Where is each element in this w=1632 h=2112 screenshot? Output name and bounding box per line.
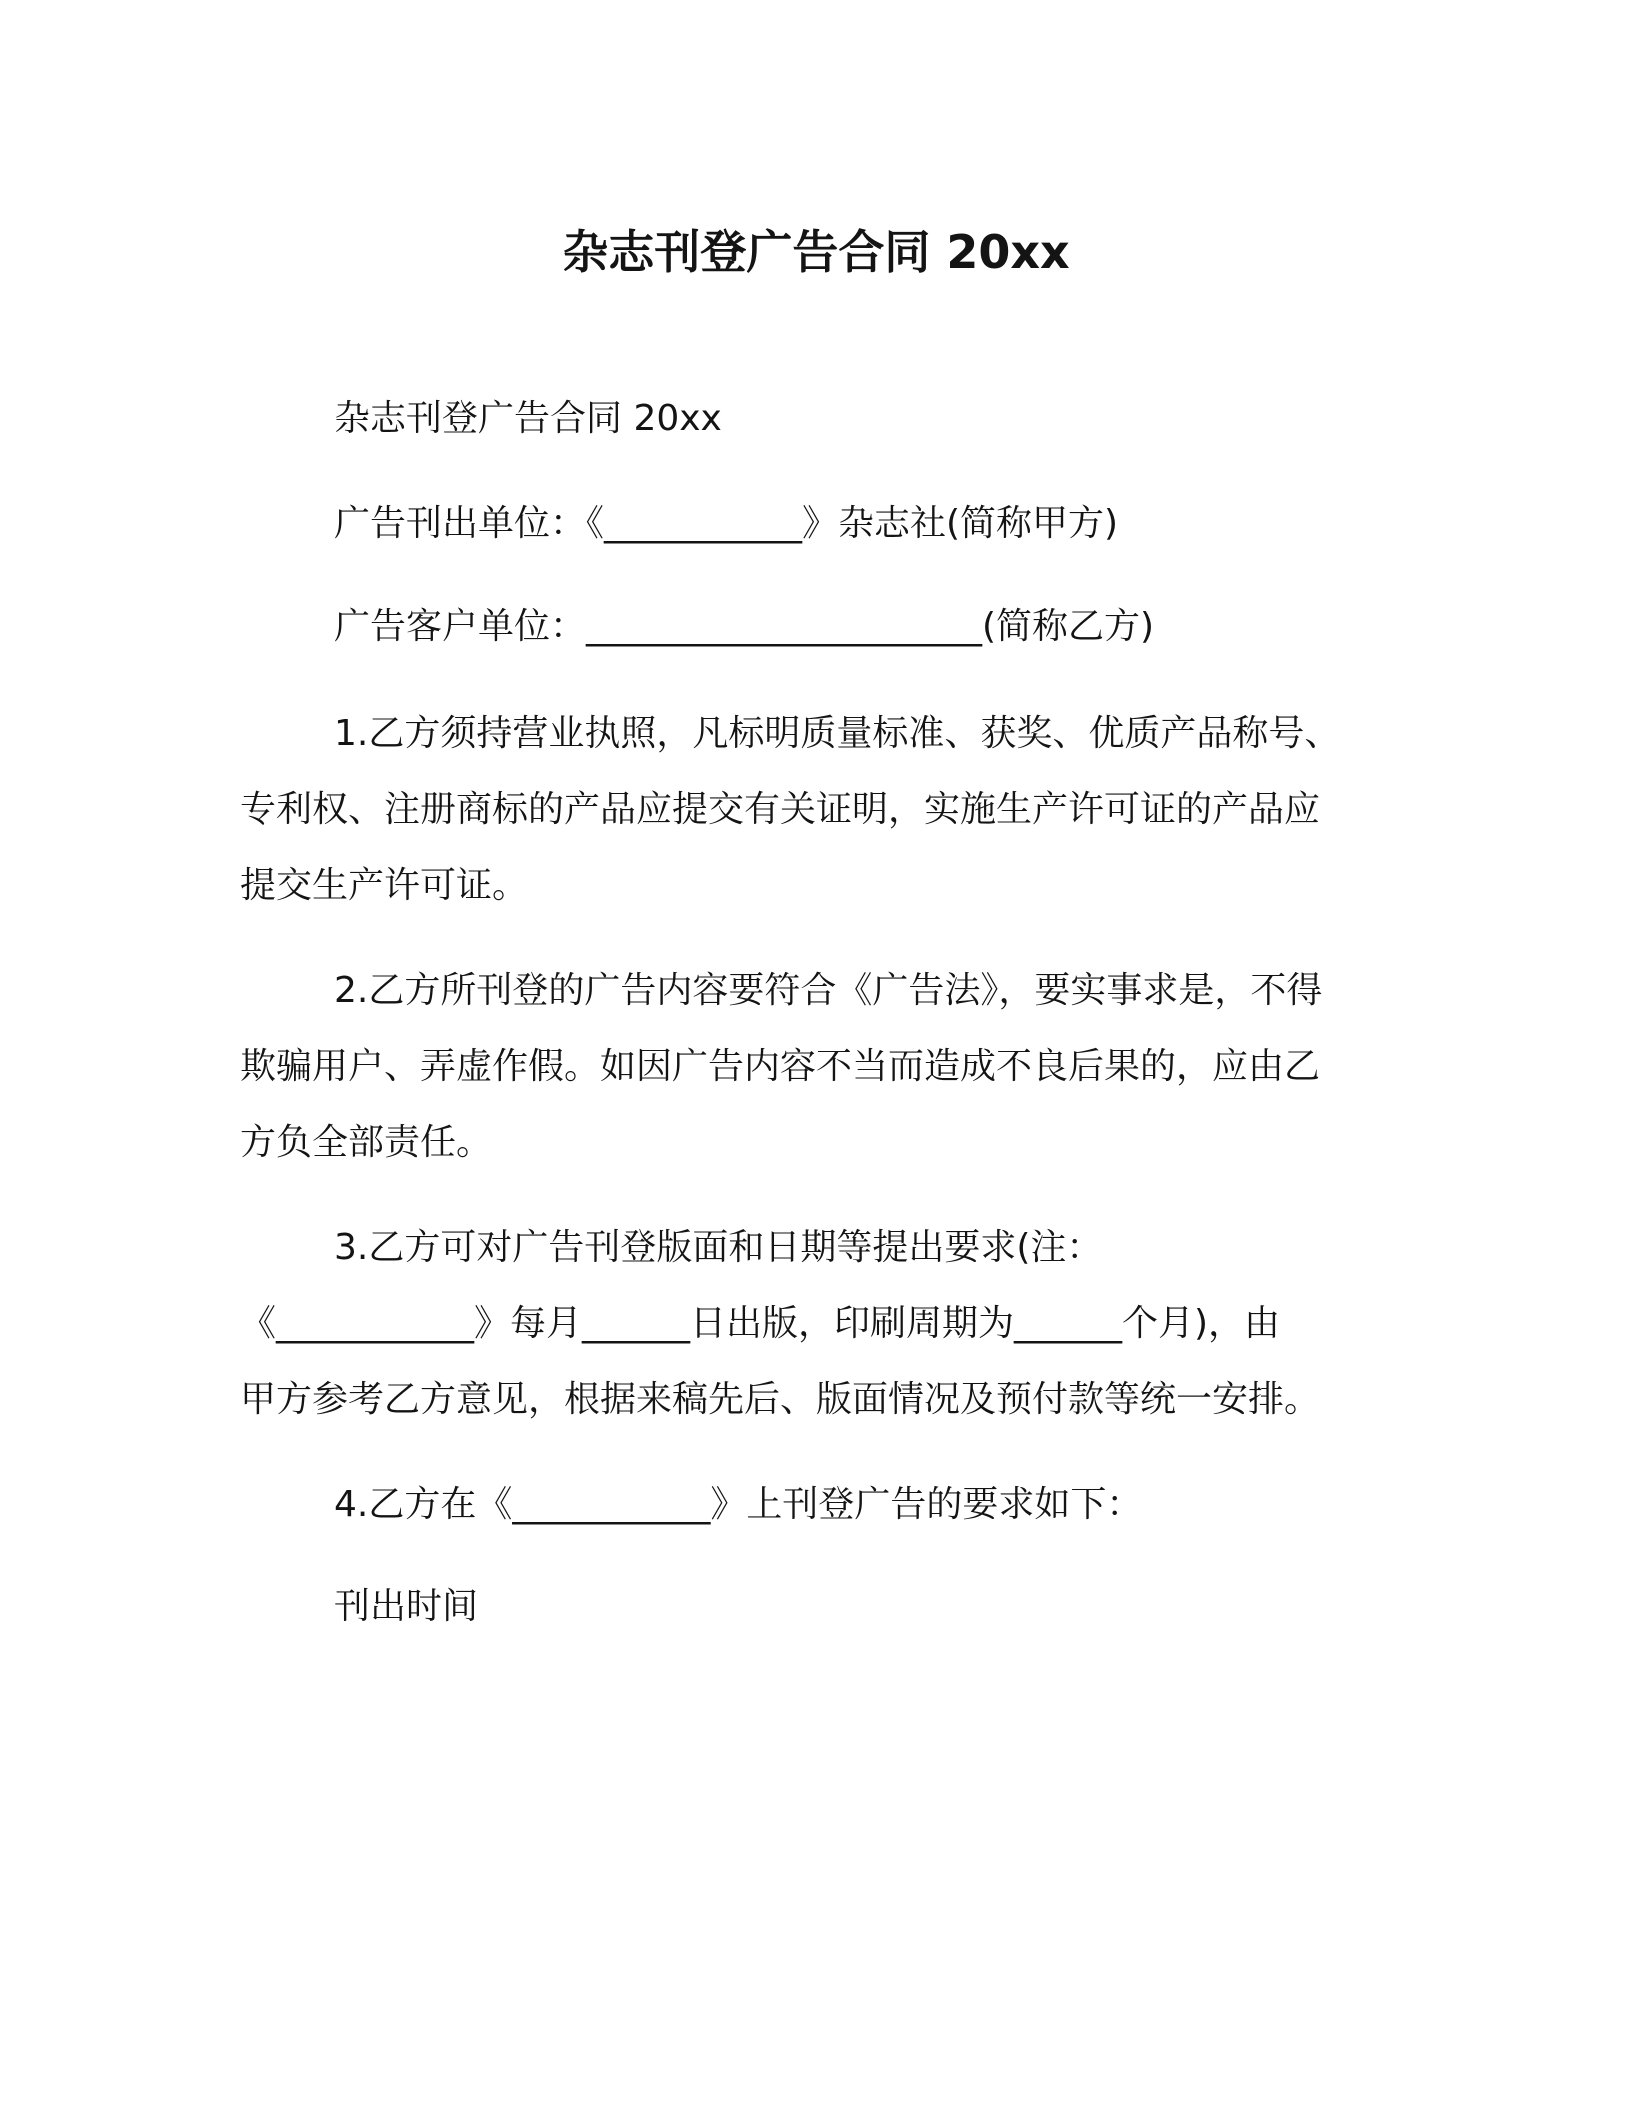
document-subtitle: 杂志刊登广告合同 20xx bbox=[334, 398, 722, 439]
clause-3-line-2: 《___________》每月______日出版，印刷周期为______个月)，由 bbox=[240, 1303, 1281, 1344]
clause-1-line-3: 提交生产许可证。 bbox=[240, 865, 529, 906]
clause-2-line-2: 欺骗用户、弄虚作假。如因广告内容不当而造成不良后果的，应由乙 bbox=[240, 1046, 1321, 1087]
clause-2-line-3: 方负全部责任。 bbox=[240, 1122, 493, 1163]
clause-3-line-3: 甲方参考乙方意见，根据来稿先后、版面情况及预付款等统一安排。 bbox=[240, 1379, 1321, 1420]
publish-time-label: 刊出时间 bbox=[334, 1586, 479, 1627]
clause-2-line-1: 2.乙方所刊登的广告内容要符合《广告法》，要实事求是，不得 bbox=[334, 970, 1323, 1011]
document-title: 杂志刊登广告合同 20xx bbox=[562, 225, 1070, 279]
clause-4-line-1: 4.乙方在《___________》上刊登广告的要求如下： bbox=[334, 1484, 1143, 1525]
client-line: 广告客户单位：______________________(简称乙方) bbox=[334, 606, 1155, 647]
clause-1-line-1: 1.乙方须持营业执照，凡标明质量标准、获奖、优质产品称号、 bbox=[334, 713, 1341, 754]
clause-1-line-2: 专利权、注册商标的产品应提交有关证明，实施生产许可证的产品应 bbox=[240, 789, 1321, 830]
publisher-line: 广告刊出单位：《___________》杂志社(简称甲方) bbox=[334, 503, 1119, 544]
clause-3-line-1: 3.乙方可对广告刊登版面和日期等提出要求(注： bbox=[334, 1227, 1103, 1268]
